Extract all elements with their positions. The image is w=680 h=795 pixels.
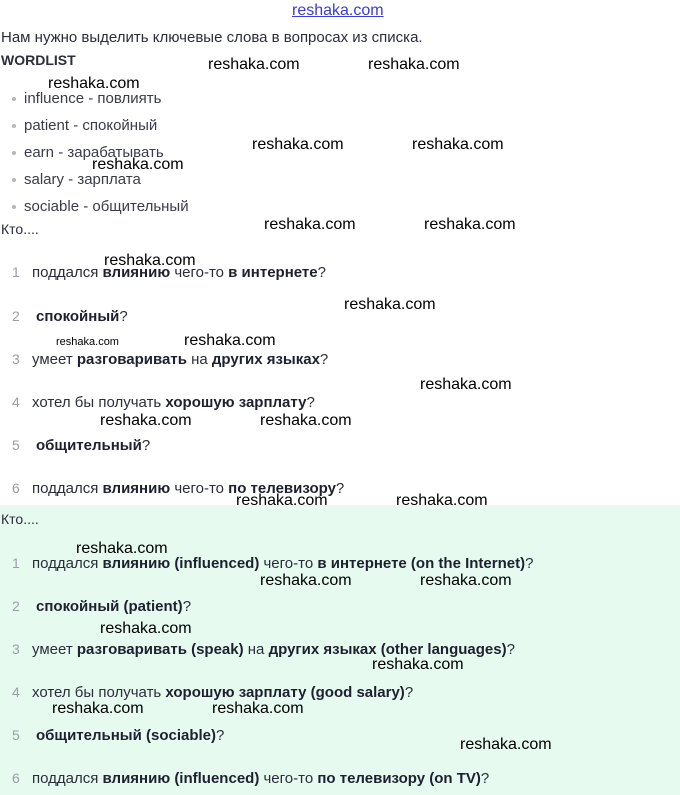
watermark: reshaka.com — [420, 376, 512, 393]
watermark: reshaka.com — [100, 620, 192, 637]
watermark: reshaka.com — [260, 412, 352, 429]
wordlist-heading: WORDLIST — [1, 52, 76, 68]
question-row: 5 общительный? — [12, 437, 151, 454]
watermark: reshaka.com — [56, 336, 119, 348]
watermark: reshaka.com — [424, 216, 516, 233]
watermark: reshaka.com — [92, 156, 184, 173]
watermark: reshaka.com — [412, 136, 504, 153]
question-row: 6 поддался влиянию чего-то по телевизору? — [12, 480, 345, 497]
wordlist-item: salary - зарплата — [12, 171, 141, 188]
watermark: reshaka.com — [264, 216, 356, 233]
watermark: reshaka.com — [420, 572, 512, 589]
bullet-icon — [12, 151, 16, 155]
question-row: 1 поддался влиянию чего-то в интернете? — [12, 264, 326, 281]
site-title-link[interactable]: reshaka.com — [292, 2, 384, 19]
watermark: reshaka.com — [104, 252, 196, 269]
answers-lead: Кто.... — [1, 511, 39, 527]
watermark: reshaka.com — [344, 296, 436, 313]
watermark: reshaka.com — [184, 332, 276, 349]
watermark: reshaka.com — [212, 700, 304, 717]
questions-lead: Кто.... — [1, 221, 39, 237]
wordlist-item: influence - повлиять — [12, 90, 161, 107]
answer-row: 2 спокойный (patient)? — [12, 598, 192, 615]
bullet-icon — [12, 178, 16, 182]
watermark: reshaka.com — [368, 56, 460, 73]
question-row: 3 умеет разговаривать на других языках? — [12, 351, 329, 368]
watermark: reshaka.com — [100, 412, 192, 429]
watermark: reshaka.com — [396, 492, 488, 509]
bullet-icon — [12, 97, 16, 101]
answer-row: 3 умеет разговаривать (speak) на других языках (other languages)? — [12, 641, 515, 658]
watermark: reshaka.com — [52, 700, 144, 717]
wordlist-item: earn - зарабатывать — [12, 144, 164, 161]
bullet-icon — [12, 205, 16, 209]
watermark: reshaka.com — [372, 656, 464, 673]
watermark: reshaka.com — [252, 136, 344, 153]
question-row: 4 хотел бы получать хорошую зарплату? — [12, 394, 315, 411]
watermark: reshaka.com — [208, 56, 300, 73]
watermark: reshaka.com — [76, 540, 168, 557]
answer-row: 4 хотел бы получать хорошую зарплату (good salary)? — [12, 684, 414, 701]
wordlist-item: sociable - общительный — [12, 198, 189, 215]
answer-row: 6 поддался влиянию (influenced) чего-то по телевизору (on TV)? — [12, 770, 490, 787]
watermark: reshaka.com — [236, 492, 328, 509]
bullet-icon — [12, 124, 16, 128]
watermark: reshaka.com — [260, 572, 352, 589]
intro-text: Нам нужно выделить ключевые слова в вопросах из списка. — [1, 29, 423, 46]
answer-row: 1 поддался влиянию (influenced) чего-то в интернете (on the Internet)? — [12, 555, 534, 572]
watermark: reshaka.com — [460, 736, 552, 753]
question-row: 2 спокойный? — [12, 308, 128, 325]
watermark: reshaka.com — [48, 75, 140, 92]
answer-row: 5 общительный (sociable)? — [12, 727, 225, 744]
wordlist-item: patient - спокойный — [12, 117, 157, 134]
